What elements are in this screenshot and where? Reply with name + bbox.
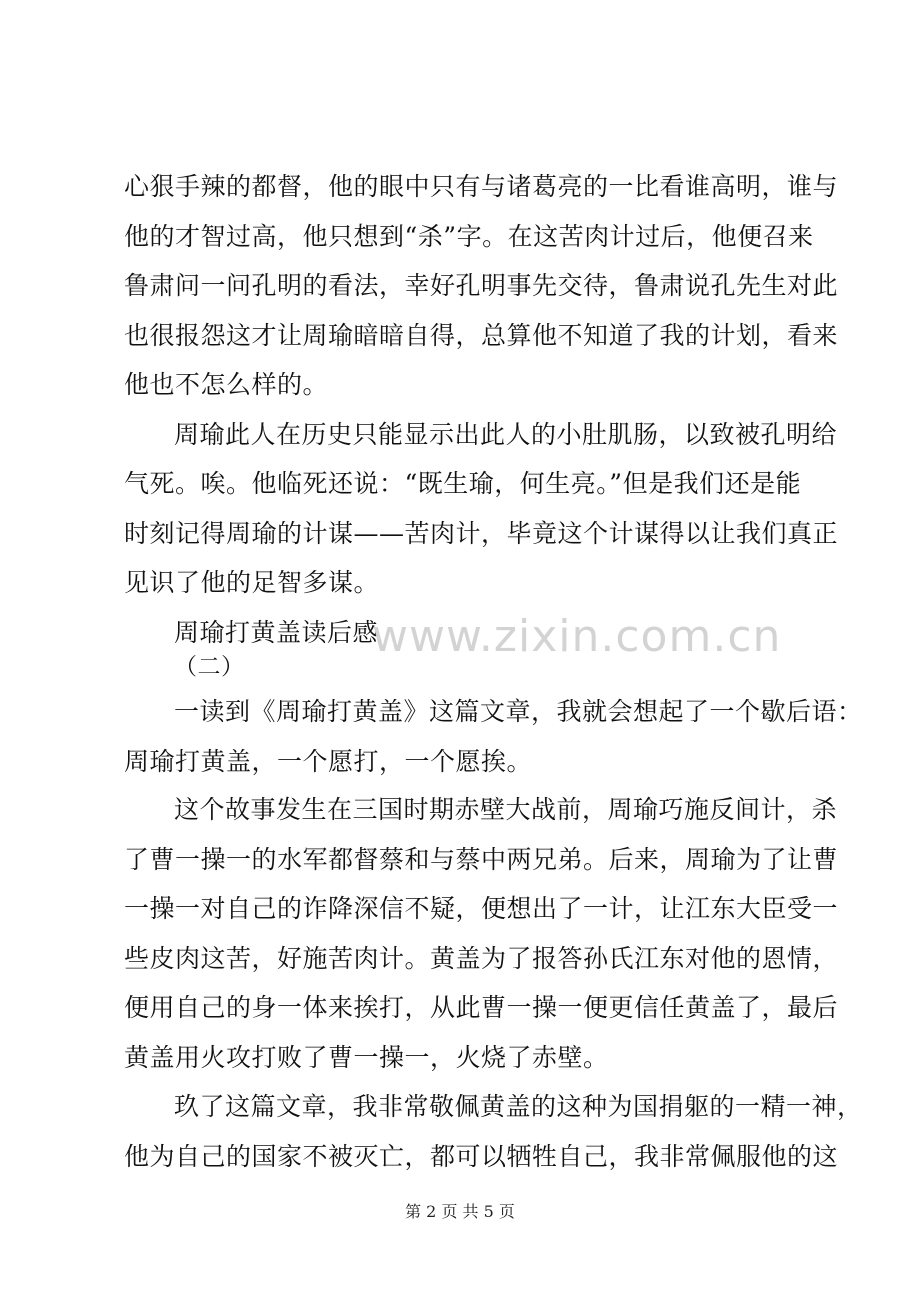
text-line: 周瑜打黄盖，一个愿打，一个愿挨。 bbox=[124, 747, 533, 776]
text-line: 气死。唉。他临死还说：“既生瑜，何生亮。”但是我们还是能 bbox=[124, 469, 802, 498]
text-line: 心狠手辣的都督，他的眼中只有与诸葛亮的一比看谁高明，谁与 bbox=[124, 172, 839, 201]
text-line: 鲁肃问一问孔明的看法，幸好孔明事先交待，鲁肃说孔先生对此 bbox=[124, 271, 839, 300]
text-line: 一操一对自己的诈降深信不疑，便想出了一计，让江东大臣受一 bbox=[124, 894, 839, 923]
text-line: 些皮肉这苦，好施苦肉计。黄盖为了报答孙氏江东对他的恩情， bbox=[124, 944, 839, 973]
site-watermark: www.zixin.com.cn bbox=[372, 611, 782, 662]
text-line: 他也不怎么样的。 bbox=[124, 370, 329, 399]
text-line: 也很报怨这才让周瑜暗暗自得，总算他不知道了我的计划，看来 bbox=[124, 321, 839, 350]
text-line: 周瑜此人在历史只能显示出此人的小肚肌肠，以致被孔明给 bbox=[174, 420, 838, 449]
text-line: 一读到《周瑜打黄盖》这篇文章，我就会想起了一个歇后语： bbox=[174, 697, 863, 726]
text-line: 黄盖用火攻打败了曹一操一，火烧了赤壁。 bbox=[124, 1043, 609, 1072]
text-line: 便用自己的身一体来挨打，从此曹一操一便更信任黄盖了，最后 bbox=[124, 993, 839, 1022]
section-heading: 周瑜打黄盖读后感 bbox=[174, 618, 379, 647]
page-number-footer: 第 2 页 共 5 页 bbox=[405, 1202, 515, 1221]
text-line: 他为自己的国家不被灭亡，都可以牺牲自己，我非常佩服他的这 bbox=[124, 1142, 839, 1171]
text-line: 时刻记得周瑜的计谋——苦肉计，毕竟这个计谋得以让我们真正 bbox=[124, 519, 839, 548]
section-subheading: （二） bbox=[174, 654, 245, 680]
text-line: 玖了这篇文章，我非常敬佩黄盖的这种为国捐躯的一精一神， bbox=[174, 1092, 863, 1121]
text-line: 这个故事发生在三国时期赤壁大战前，周瑜巧施反间计，杀 bbox=[174, 795, 838, 824]
text-line: 了曹一操一的水军都督蔡和与蔡中两兄弟。后来，周瑜为了让曹 bbox=[124, 845, 839, 874]
text-line: 见识了他的足智多谋。 bbox=[124, 568, 380, 597]
text-line: 他的才智过高，他只想到“杀”字。在这苦肉计过后，他便召来 bbox=[124, 222, 814, 251]
